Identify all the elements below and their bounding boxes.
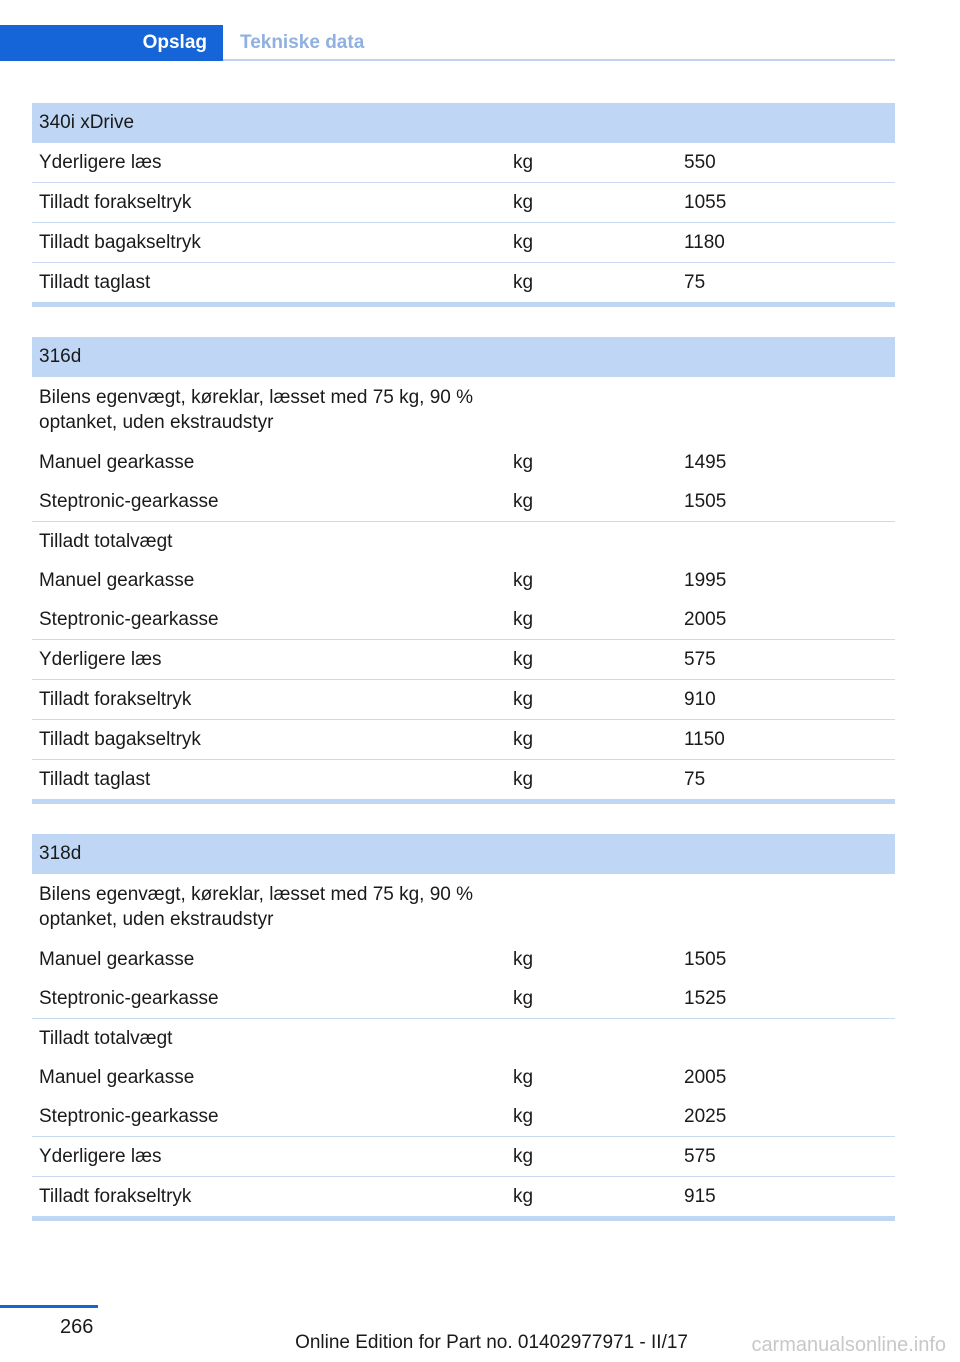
row-value: 1525	[677, 979, 895, 1019]
row-value: 2025	[677, 1097, 895, 1137]
table-row	[32, 1137, 895, 1177]
row-label: Steptronic-gearkasse	[32, 979, 506, 1019]
table-row	[32, 940, 895, 979]
table-title: 340i xDrive	[32, 103, 895, 143]
row-value: 575	[677, 1137, 895, 1177]
row-value: 75	[677, 263, 895, 305]
row-unit	[506, 522, 677, 562]
tab-opslag-label: Opslag	[142, 32, 207, 53]
row-unit: kg	[506, 600, 677, 640]
table-row	[32, 1097, 895, 1137]
row-unit: kg	[506, 760, 677, 802]
row-unit: kg	[506, 482, 677, 522]
row-label: Steptronic-gearkasse	[32, 600, 506, 640]
row-value: 1505	[684, 948, 727, 970]
spec-table-316d	[32, 337, 895, 804]
row-value: 575	[677, 640, 895, 680]
table-title-row	[32, 834, 895, 874]
row-unit	[506, 1019, 677, 1059]
row-label: Bilens egenvægt, køreklar, læsset med 75 kg, 90 % optanket, uden ekstraudstyr	[39, 387, 474, 433]
row-label: Yderligere læs	[32, 143, 506, 183]
tab-opslag[interactable]	[0, 25, 223, 61]
spec-tables	[32, 103, 895, 1251]
table-row	[32, 1058, 895, 1097]
table-row	[32, 720, 895, 760]
table-row	[32, 874, 895, 940]
row-label: Tilladt forakseltryk	[32, 183, 506, 223]
table-row	[32, 1177, 895, 1219]
tab-tekniske-data[interactable]	[240, 25, 364, 61]
row-label: Yderligere læs	[32, 640, 506, 680]
row-value: 1505	[677, 482, 895, 522]
row-unit: kg	[506, 1097, 677, 1137]
row-value: 1180	[677, 223, 895, 263]
row-unit: kg	[506, 1177, 677, 1219]
table-row	[32, 1019, 895, 1059]
row-unit: kg	[506, 979, 677, 1019]
table-title-row	[32, 103, 895, 143]
row-label: Steptronic-gearkasse	[32, 482, 506, 522]
row-value	[677, 522, 895, 562]
row-label: Tilladt forakseltryk	[32, 680, 506, 720]
table-row	[32, 443, 895, 482]
row-unit: kg	[506, 680, 677, 720]
row-unit: kg	[506, 263, 677, 305]
row-value: 550	[677, 143, 895, 183]
row-value: 1995	[684, 569, 727, 591]
row-unit: kg	[513, 1066, 534, 1088]
table-row	[32, 760, 895, 802]
table-row	[32, 522, 895, 562]
row-label: Manuel gearkasse	[39, 451, 195, 473]
row-label: Bilens egenvægt, køreklar, læsset med 75 kg, 90 % optanket, uden ekstraudstyr	[39, 884, 474, 930]
row-label: Manuel gearkasse	[39, 1066, 195, 1088]
row-unit: kg	[513, 948, 534, 970]
row-value: 1495	[684, 451, 727, 473]
row-value: 1055	[677, 183, 895, 223]
watermark: carmanualsonline.info	[751, 1334, 946, 1356]
row-value	[677, 874, 895, 940]
row-label: Tilladt totalvægt	[39, 1027, 173, 1049]
header-divider	[223, 59, 895, 61]
table-row	[32, 600, 895, 640]
row-unit	[506, 377, 677, 443]
row-unit: kg	[513, 451, 534, 473]
row-value	[677, 377, 895, 443]
row-label: Manuel gearkasse	[39, 948, 195, 970]
tab-tekniske-data-label: Tekniske data	[240, 32, 365, 53]
table-row	[32, 263, 895, 305]
row-label: Yderligere læs	[32, 1137, 506, 1177]
row-unit	[506, 874, 677, 940]
table-row	[32, 223, 895, 263]
footer-accent-line	[0, 1305, 98, 1308]
table-row	[32, 482, 895, 522]
table-row	[32, 979, 895, 1019]
row-value: 2005	[677, 600, 895, 640]
row-value: 910	[677, 680, 895, 720]
table-title: 318d	[32, 834, 895, 874]
row-unit: kg	[506, 720, 677, 760]
row-unit: kg	[506, 143, 677, 183]
table-title-row	[32, 337, 895, 377]
row-value: 2005	[684, 1066, 727, 1088]
row-label: Steptronic-gearkasse	[32, 1097, 506, 1137]
row-value: 75	[677, 760, 895, 802]
row-unit: kg	[506, 640, 677, 680]
page-header	[0, 25, 895, 61]
row-label: Tilladt totalvægt	[39, 530, 173, 552]
row-unit: kg	[506, 223, 677, 263]
table-row	[32, 377, 895, 443]
spec-table-318d	[32, 834, 895, 1221]
row-value: 915	[677, 1177, 895, 1219]
spec-table-340i-xdrive	[32, 103, 895, 307]
row-unit: kg	[513, 569, 534, 591]
table-row	[32, 561, 895, 600]
row-label: Tilladt taglast	[32, 263, 506, 305]
row-label: Tilladt bagakseltryk	[32, 720, 506, 760]
table-row	[32, 640, 895, 680]
row-value: 1150	[677, 720, 895, 760]
page-number: 266	[60, 1316, 94, 1338]
table-row	[32, 183, 895, 223]
row-value	[677, 1019, 895, 1059]
row-label: Tilladt forakseltryk	[32, 1177, 506, 1219]
edition-text: Online Edition for Part no. 01402977971 - II/17	[295, 1332, 688, 1353]
row-unit: kg	[506, 1137, 677, 1177]
row-unit: kg	[506, 183, 677, 223]
row-label: Tilladt bagakseltryk	[32, 223, 506, 263]
row-label: Tilladt taglast	[32, 760, 506, 802]
table-title: 316d	[32, 337, 895, 377]
row-label: Manuel gearkasse	[39, 569, 195, 591]
table-row	[32, 143, 895, 183]
table-row	[32, 680, 895, 720]
